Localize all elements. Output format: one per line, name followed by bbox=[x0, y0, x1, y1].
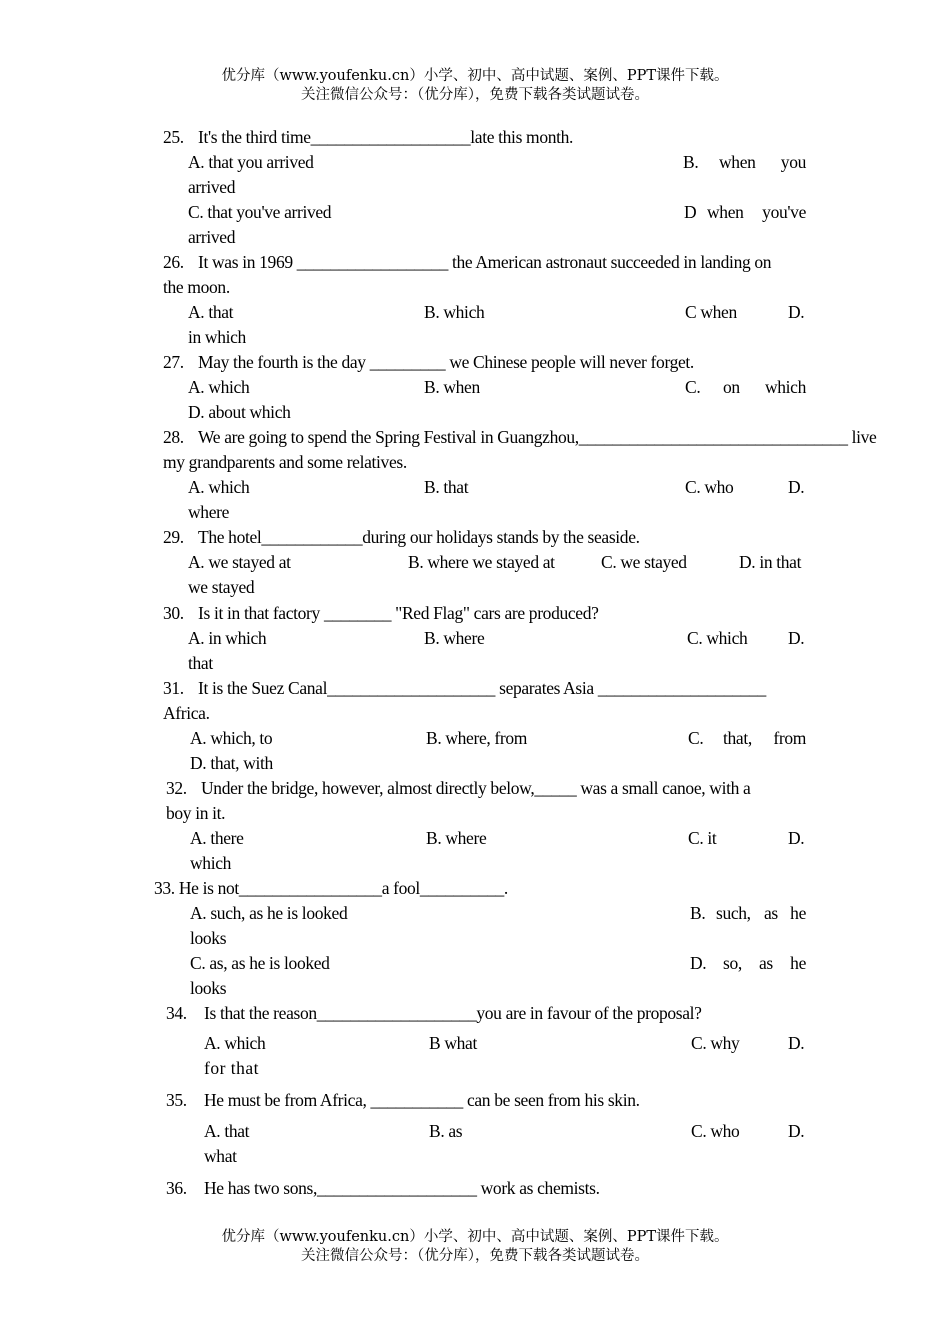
question-32-option-b: B. where bbox=[426, 828, 487, 848]
question-25-option-d-cont: arrived bbox=[188, 227, 236, 247]
question-35-option-d-cont: what bbox=[204, 1146, 237, 1166]
question-32-option-a: A. there bbox=[190, 828, 244, 848]
question-30-option-a: A. in which bbox=[188, 628, 267, 648]
question-28-stem: 28. We are going to spend the Spring Festival in Guangzhou,________________________________ live bbox=[163, 427, 877, 447]
question-28-option-d: D. bbox=[788, 477, 805, 497]
question-32-stem-cont: boy in it. bbox=[166, 803, 226, 823]
question-35-option-b: B. as bbox=[429, 1121, 463, 1141]
question-34-option-b: B what bbox=[429, 1033, 477, 1053]
question-29-option-d-cont: we stayed bbox=[188, 577, 255, 597]
question-31-option-c: C. that, from bbox=[688, 728, 806, 748]
question-29-option-c: C. we stayed bbox=[601, 552, 687, 572]
page-footer-line-2: 关注微信公众号：（优分库），免费下载各类试题试卷。 bbox=[301, 1248, 649, 1264]
question-35-stem: 35. He must be from Africa, ___________ can be seen from his skin. bbox=[166, 1090, 640, 1110]
question-29-stem: 29. The hotel____________during our holidays stands by the seaside. bbox=[163, 527, 640, 547]
question-28-stem-cont: my grandparents and some relatives. bbox=[163, 452, 407, 472]
question-31-stem: 31. It is the Suez Canal____________________ separates Asia ____________________ bbox=[163, 678, 766, 698]
question-33-option-a: A. such, as he is looked bbox=[190, 903, 348, 923]
question-31-stem-cont: Africa. bbox=[163, 703, 210, 723]
question-30-option-d: D. bbox=[788, 628, 805, 648]
question-34-option-d: D. bbox=[788, 1033, 805, 1053]
question-26-option-d-cont: in which bbox=[188, 327, 246, 347]
question-26-stem: 26. It was in 1969 __________________ the American astronaut succeeded in landing on bbox=[163, 252, 772, 272]
question-30-option-d-cont: that bbox=[188, 653, 213, 673]
question-35-option-a: A. that bbox=[204, 1121, 250, 1141]
page-header-line-2: 关注微信公众号：（优分库），免费下载各类试题试卷。 bbox=[301, 87, 649, 103]
question-28-option-c: C. who bbox=[685, 477, 734, 497]
question-27-option-c: C. on which bbox=[685, 377, 806, 397]
question-25-option-d: D when you've bbox=[684, 202, 806, 222]
question-25-stem: 25. It's the third time___________________late this month. bbox=[163, 127, 574, 147]
page-header-line-1: 优分库（www.youfenku.cn）小学、初中、高中试题、案例、PPT课件下载。 bbox=[221, 68, 729, 84]
question-26-option-b: B. which bbox=[424, 302, 485, 322]
question-28-option-a: A. which bbox=[188, 477, 250, 497]
question-25-option-a: A. that you arrived bbox=[188, 152, 314, 172]
question-33-stem: 33. He is not_________________a fool__________. bbox=[154, 878, 508, 898]
question-30-stem: 30. Is it in that factory ________ "Red Flag" cars are produced? bbox=[163, 603, 599, 623]
question-36-stem: 36. He has two sons,___________________ work as chemists. bbox=[166, 1178, 600, 1198]
question-32-option-d: D. bbox=[788, 828, 805, 848]
question-35-option-c: C. who bbox=[691, 1121, 740, 1141]
question-34-option-a: A. which bbox=[204, 1033, 266, 1053]
question-32-option-c: C. it bbox=[688, 828, 717, 848]
question-27-stem: 27. May the fourth is the day _________ we Chinese people will never forget. bbox=[163, 352, 694, 372]
question-29-option-b: B. where we stayed at bbox=[408, 552, 555, 572]
question-26-option-d: D. bbox=[788, 302, 805, 322]
question-34-stem: 34. Is that the reason___________________you are in favour of the proposal? bbox=[166, 1003, 702, 1023]
question-34-option-c: C. why bbox=[691, 1033, 740, 1053]
question-27-option-d: D. about which bbox=[188, 402, 291, 422]
question-26-option-a: A. that bbox=[188, 302, 234, 322]
question-33-option-b-cont: looks bbox=[190, 928, 227, 948]
question-29-option-a: A. we stayed at bbox=[188, 552, 291, 572]
question-27-option-a: A. which bbox=[188, 377, 250, 397]
question-33-option-c: C. as, as he is looked bbox=[190, 953, 330, 973]
question-33-option-b: B. such, as he bbox=[690, 903, 806, 923]
question-25-option-c: C. that you've arrived bbox=[188, 202, 332, 222]
question-28-option-b: B. that bbox=[424, 477, 469, 497]
question-31-option-b: B. where, from bbox=[426, 728, 528, 748]
question-31-option-a: A. which, to bbox=[190, 728, 273, 748]
question-33-option-d-cont: looks bbox=[190, 978, 227, 998]
question-31-option-d: D. that, with bbox=[190, 753, 273, 773]
question-34-option-d-cont: for that bbox=[204, 1058, 260, 1078]
question-29-option-d: D. in that bbox=[739, 552, 802, 572]
question-28-option-d-cont: where bbox=[188, 502, 230, 522]
question-32-option-d-cont: which bbox=[190, 853, 232, 873]
question-26-option-c: C when bbox=[685, 302, 737, 322]
question-30-option-b: B. where bbox=[424, 628, 485, 648]
question-35-option-d: D. bbox=[788, 1121, 805, 1141]
question-27-option-b: B. when bbox=[424, 377, 480, 397]
page-footer-line-1: 优分库（www.youfenku.cn）小学、初中、高中试题、案例、PPT课件下载。 bbox=[221, 1229, 729, 1245]
question-25-option-b: B. when you bbox=[683, 152, 806, 172]
question-30-option-c: C. which bbox=[687, 628, 748, 648]
question-26-stem-cont: the moon. bbox=[163, 277, 230, 297]
question-33-option-d: D. so, as he bbox=[690, 953, 806, 973]
question-32-stem: 32. Under the bridge, however, almost directly below,_____ was a small canoe, with a bbox=[166, 778, 751, 798]
question-25-option-b-cont: arrived bbox=[188, 177, 236, 197]
